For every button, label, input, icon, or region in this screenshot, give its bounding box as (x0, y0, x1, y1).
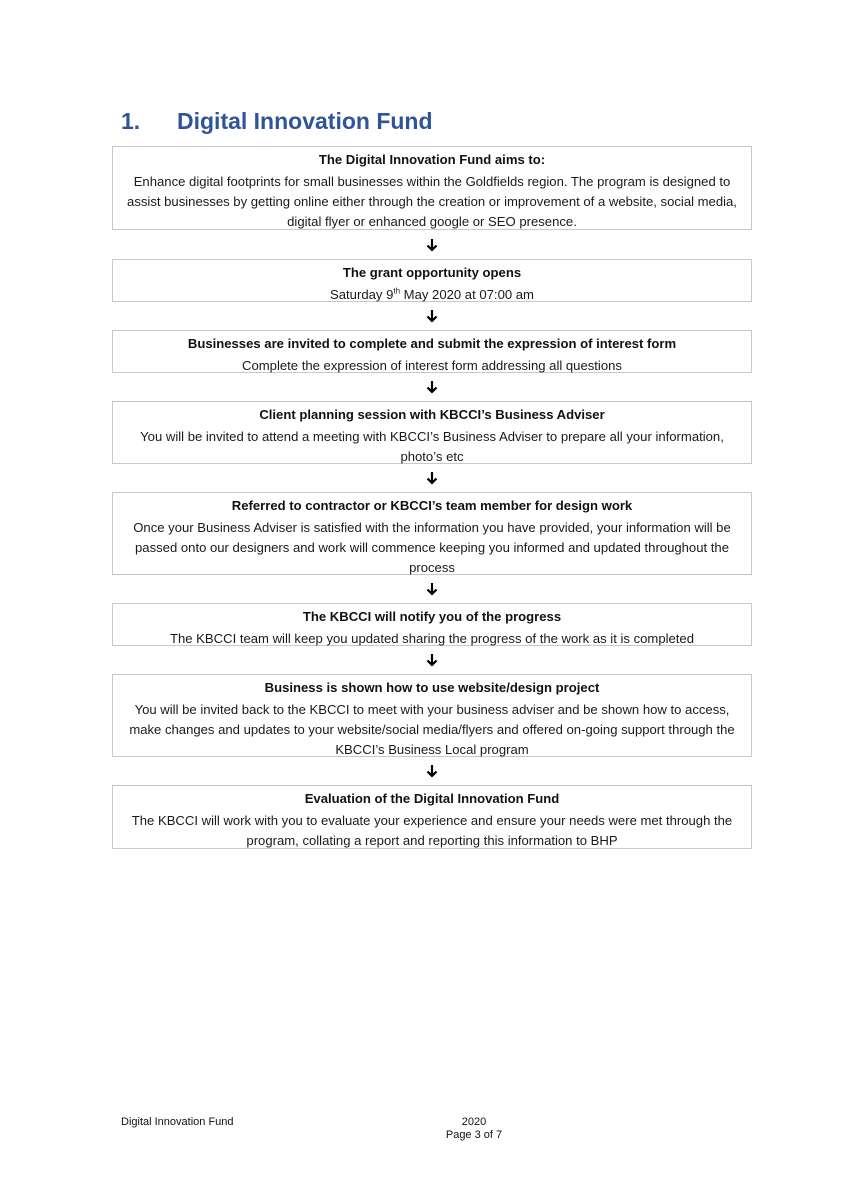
down-arrow-icon (112, 302, 752, 330)
step-title: Client planning session with KBCCI’s Business Adviser (259, 407, 605, 422)
step-body: You will be invited to attend a meeting with KBCCI’s Business Adviser to prepare all your information, photo’s etc (140, 429, 724, 464)
step-body: You will be invited back to the KBCCI to meet with your business adviser and be shown how to access, make changes and updates to your website/social media/flyers and offered on-going support through the KBCCI’s Business Local program (129, 702, 735, 757)
step-body: The KBCCI team will keep you updated sharing the progress of the work as it is completed (169, 631, 694, 646)
step-box-training (112, 674, 752, 757)
step-box-opens (112, 259, 752, 302)
step-title: Business is shown how to use website/design project (264, 680, 600, 695)
step-title: The KBCCI will notify you of the progress (302, 609, 562, 624)
step-box-planning (112, 401, 752, 464)
step-box-contractor (112, 492, 752, 575)
step-box-progress (112, 603, 752, 646)
down-arrow-icon (112, 757, 752, 785)
down-arrow-icon (112, 230, 752, 259)
footer-page-info (444, 1116, 504, 1142)
step-title: Evaluation of the Digital Innovation Fund (304, 791, 560, 806)
step-box-aims (112, 146, 752, 230)
step-body: Enhance digital footprints for small businesses within the Goldfields region. The program is designed to assist businesses by getting online either through the creation or improvement of a website, social media, digital flyer or enhanced google or SEO presence. (127, 174, 737, 229)
step-body-ordinal: th (393, 286, 401, 296)
down-arrow-icon (112, 373, 752, 401)
step-title: Businesses are invited to complete and submit the expression of interest form (187, 336, 677, 351)
footer-document-title: Digital Innovation Fund (121, 1116, 234, 1128)
step-body-date: Saturday 9 (330, 287, 394, 302)
step-title: The grant opportunity opens (342, 265, 522, 280)
section-heading (121, 108, 433, 135)
step-body: Complete the expression of interest form addressing all questions (242, 358, 622, 373)
step-title: Referred to contractor or KBCCI’s team member for design work (231, 498, 633, 513)
step-title: The Digital Innovation Fund aims to: (318, 152, 546, 167)
footer-year: 2020 (461, 1116, 487, 1128)
process-flowchart (112, 146, 752, 849)
step-body: Once your Business Adviser is satisfied with the information you have provided, your information will be passed onto our designers and work will commence keeping you informed and updated throughout the process (133, 520, 731, 575)
step-box-invited (112, 330, 752, 373)
step-body-time: May 2020 at 07:00 am (400, 287, 534, 302)
down-arrow-icon (112, 575, 752, 603)
step-body: The KBCCI will work with you to evaluate your experience and ensure your needs were met through the program, collating a report and reporting this information to BHP (131, 813, 733, 848)
down-arrow-icon (112, 464, 752, 492)
section-title: Digital Innovation Fund (177, 108, 433, 134)
down-arrow-icon (112, 646, 752, 674)
section-number: 1. (121, 108, 141, 134)
footer-page-number: Page 3 of 7 (445, 1129, 503, 1141)
step-box-evaluation (112, 785, 752, 849)
